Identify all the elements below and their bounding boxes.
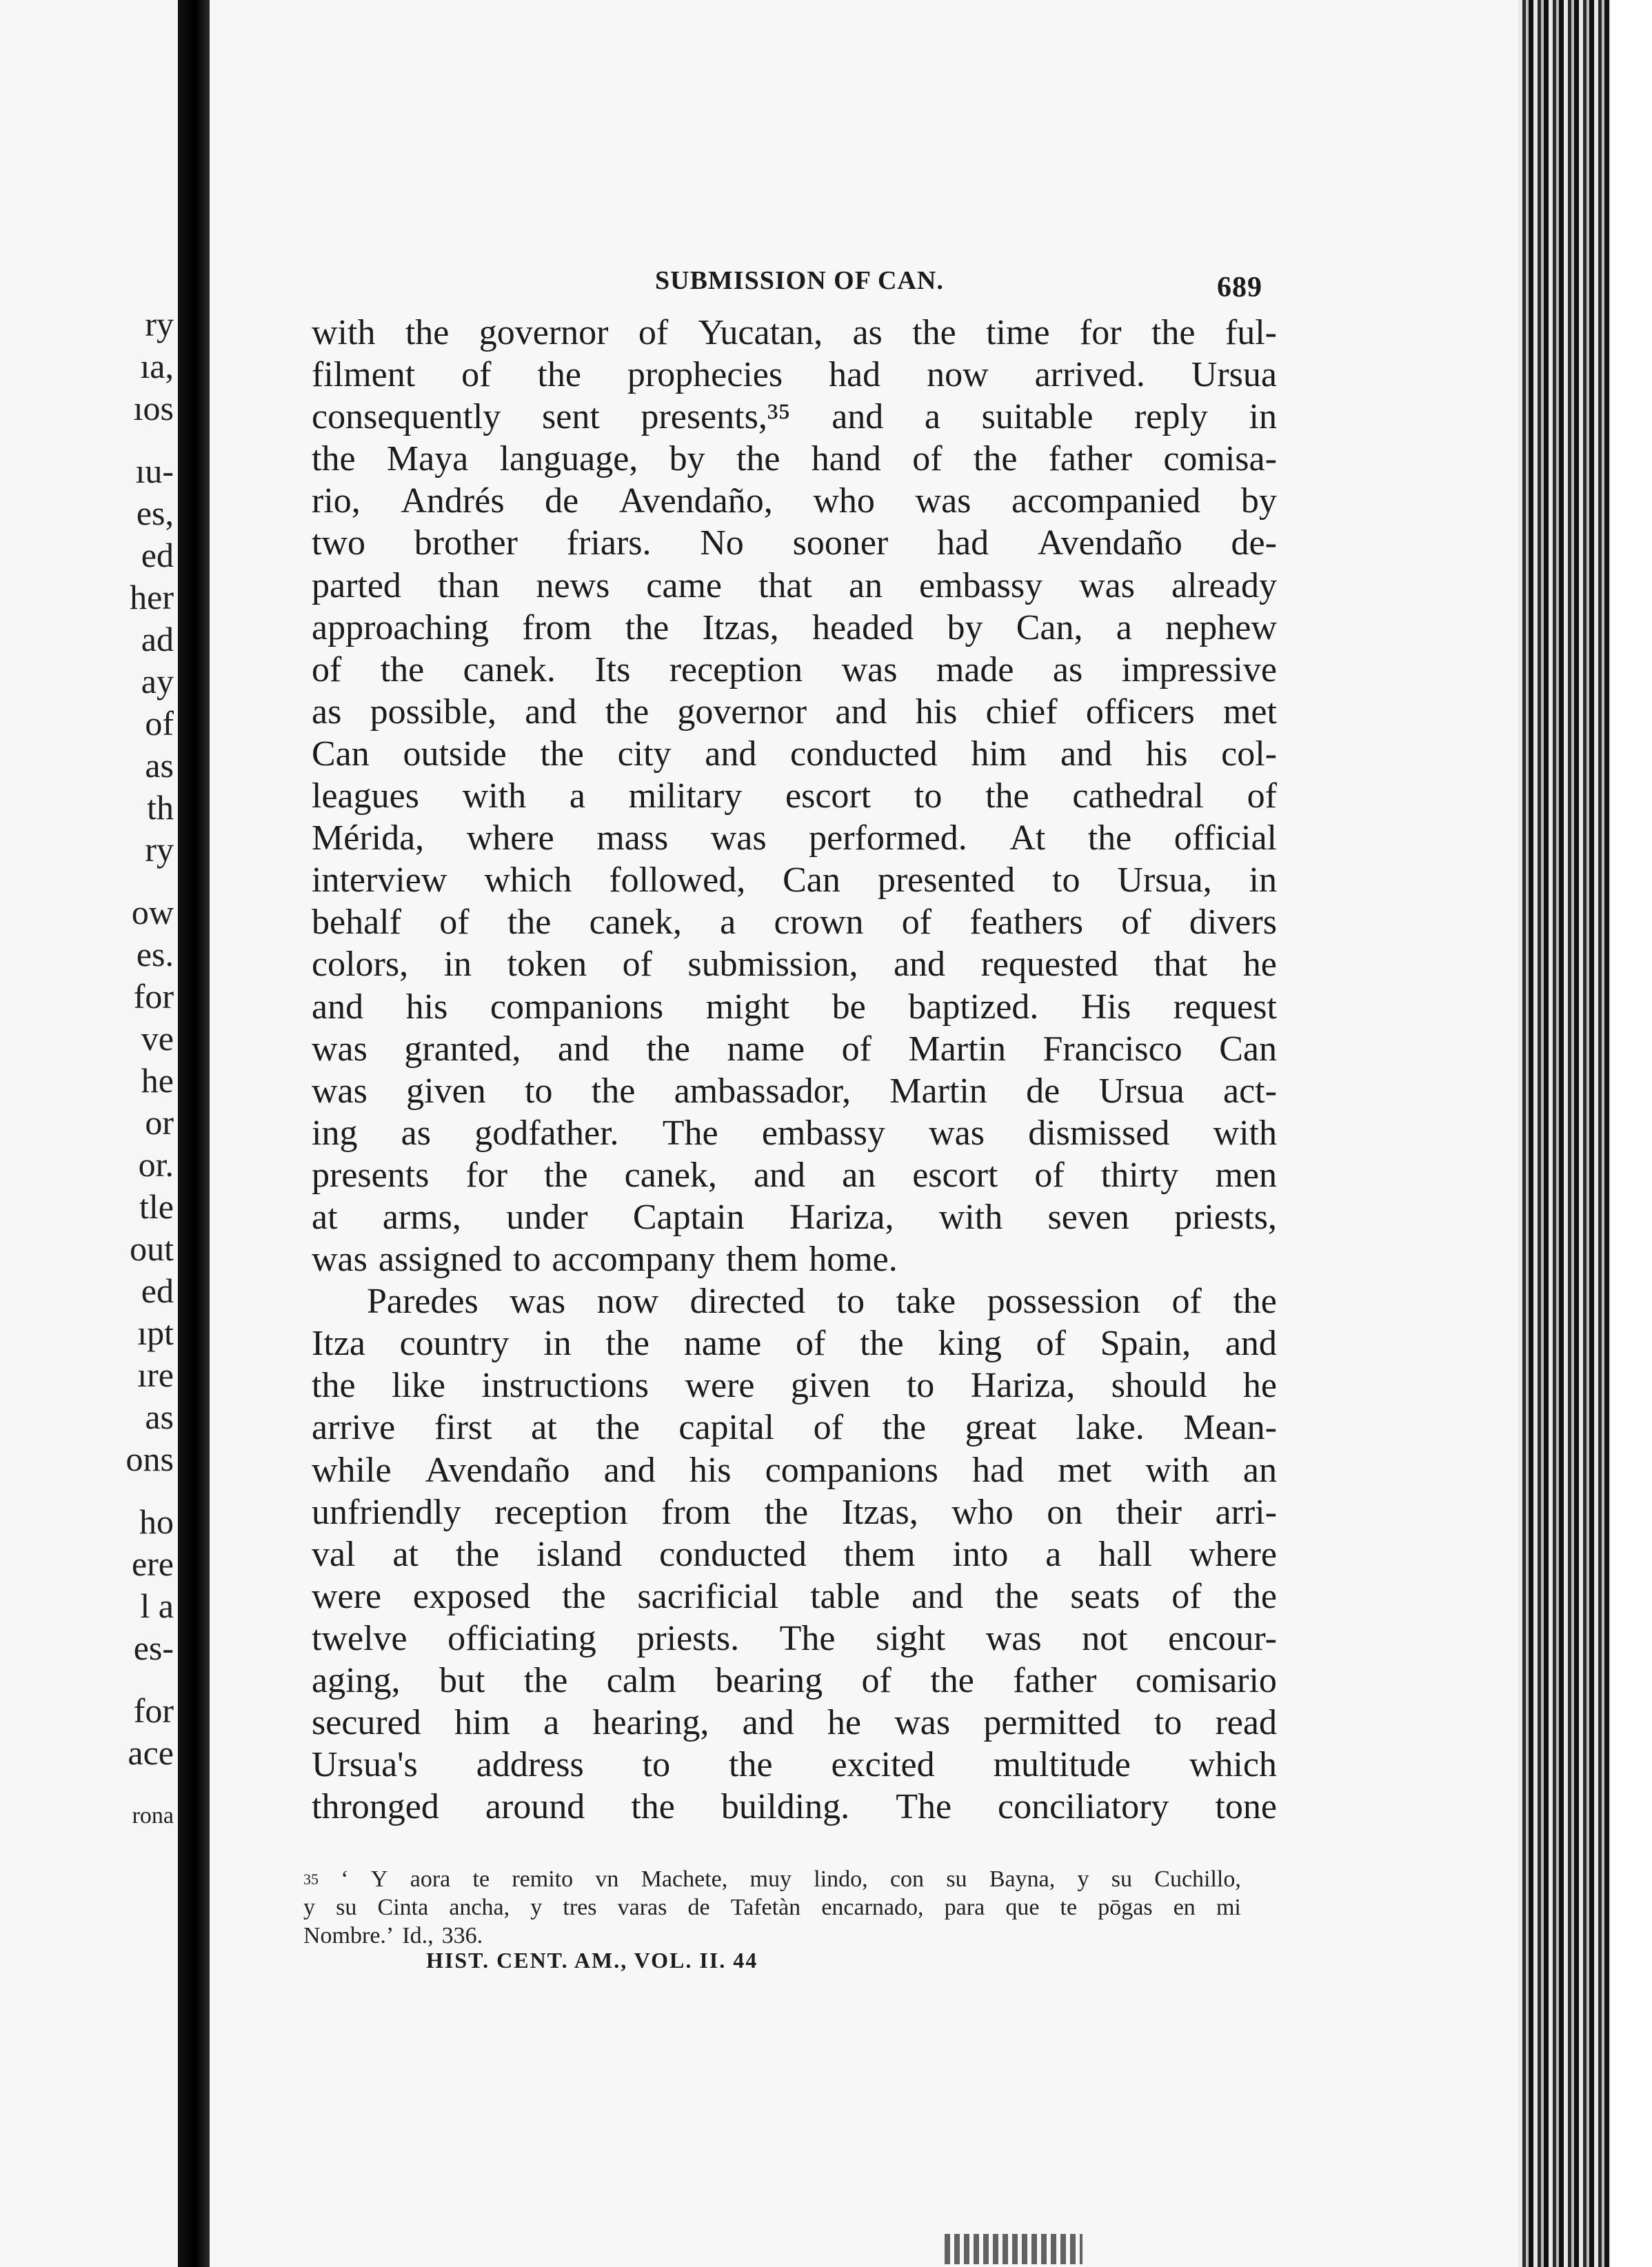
body-text	[312, 312, 1277, 1828]
facing-page-fragment: th	[147, 788, 174, 827]
facing-page-fragment	[126, 871, 174, 891]
body-line: leagues with a military escort to the cathedral of	[312, 776, 1277, 816]
facing-page-fragment: ıre	[137, 1356, 174, 1394]
body-line: twelve officiating priests. The sight was not encour-	[312, 1618, 1277, 1658]
body-line: presents for the canek, and an escort of thirty men	[312, 1155, 1277, 1195]
body-line: with the governor of Yucatan, as the time for the ful-	[312, 313, 1277, 352]
facing-page	[0, 0, 178, 2267]
facing-page-fragment: es-	[133, 1629, 174, 1667]
body-line: thronged around the building. The conciliatory tone	[312, 1787, 1277, 1827]
body-line: parted than news came that an embassy was already	[312, 565, 1277, 605]
body-line: val at the island conducted them into a hall where	[312, 1534, 1277, 1574]
body-line: rio, Andrés de Avendaño, who was accompanied by	[312, 481, 1277, 521]
body-line: arrive first at the capital of the great lake. Mean-	[312, 1408, 1277, 1448]
body-line: colors, in token of submission, and requested that he	[312, 945, 1277, 985]
facing-page-fragment: ıu-	[135, 452, 174, 490]
facing-page-fragment: ow	[131, 893, 174, 931]
facing-page-fragment: as	[145, 746, 174, 785]
footnote-line: 35 ‘ Y aora te remito vn Machete, muy lindo, con su Bayna, y su Cuchillo,	[303, 1866, 1241, 1892]
facing-page-fragment: tle	[139, 1187, 174, 1226]
body-line: approaching from the Itzas, headed by Can, a nephew	[312, 607, 1277, 647]
body-line: the Maya language, by the hand of the father comisa-	[312, 439, 1277, 479]
facing-page-fragment: he	[141, 1061, 174, 1100]
facing-page-fragment	[126, 1669, 174, 1690]
facing-page-fragment	[126, 1774, 174, 1795]
page-edges	[1518, 0, 1652, 2267]
body-line: interview which followed, Can presented to Ursua, in	[312, 860, 1277, 900]
facing-page-fragment: for	[133, 1691, 174, 1730]
facing-page-fragment: ry	[145, 305, 174, 343]
book-gutter	[178, 0, 210, 2267]
facing-page-fragment: of	[145, 704, 174, 743]
scan-smudge	[945, 2234, 1082, 2264]
facing-page-fragment: ere	[131, 1544, 174, 1583]
body-line: was assigned to accompany them home.	[312, 1240, 898, 1280]
body-line: consequently sent presents,³⁵ and a suitable reply in	[312, 397, 1277, 437]
facing-page-fragment: as	[145, 1398, 174, 1436]
facing-page-fragment: ad	[141, 620, 174, 658]
facing-page-fragment: ay	[141, 662, 174, 701]
footnote	[303, 1865, 1241, 1950]
facing-page-fragment: ıa,	[140, 347, 174, 385]
body-line: at arms, under Captain Hariza, with seven priests,	[312, 1197, 1277, 1237]
body-line: was granted, and the name of Martin Francisco Can	[312, 1029, 1277, 1069]
body-line: were exposed the sacrificial table and the seats of the	[312, 1576, 1277, 1616]
body-line: Ursua's address to the excited multitude which	[312, 1745, 1277, 1785]
body-line: Paredes was now directed to take possession of the	[367, 1282, 1277, 1322]
facing-page-text	[126, 303, 174, 1837]
facing-page-fragment: ry	[145, 830, 174, 869]
body-line: Mérida, where mass was performed. At the official	[312, 818, 1277, 858]
facing-page-fragment: or	[145, 1103, 174, 1142]
body-line: Itza country in the name of the king of Spain, and	[312, 1324, 1277, 1364]
running-title: SUBMISSION OF CAN.	[655, 266, 944, 295]
body-line: filment of the prophecies had now arrived. Ursua	[312, 355, 1277, 395]
facing-page-fragment: ed	[141, 536, 174, 574]
facing-page-fragment: ace	[128, 1733, 174, 1772]
facing-page-fragment: ons	[125, 1440, 174, 1478]
facing-page-fragment: l a	[140, 1586, 174, 1625]
footnote-line: Nombre.’ Id., 336.	[303, 1923, 483, 1948]
facing-page-fragment: ıpt	[137, 1313, 174, 1352]
facing-page-fragment: ve	[141, 1019, 174, 1058]
facing-page-fragment: rona	[132, 1803, 174, 1828]
facing-page-fragment: ho	[139, 1502, 174, 1541]
body-line: as possible, and the governor and his chief officers met	[312, 692, 1277, 732]
body-line: secured him a hearing, and he was permitted to read	[312, 1703, 1277, 1743]
facing-page-fragment: es,	[136, 494, 174, 532]
footnote-line: y su Cinta ancha, y tres varas de Tafetàn encarnado, para que te pōgas en mi	[303, 1895, 1241, 1920]
body-line: and his companions might be baptized. His request	[312, 987, 1277, 1027]
facing-page-fragment: her	[130, 578, 174, 616]
body-line: aging, but the calm bearing of the father comisario	[312, 1661, 1277, 1700]
signature-mark: HIST. CENT. AM., VOL. II. 44	[426, 1948, 758, 1973]
body-line: was given to the ambassador, Martin de Ursua act-	[312, 1071, 1277, 1111]
facing-page-fragment	[126, 1480, 174, 1501]
body-line: unfriendly reception from the Itzas, who on their arri-	[312, 1492, 1277, 1532]
facing-page-fragment	[126, 430, 174, 450]
body-line: of the canek. Its reception was made as impressive	[312, 649, 1277, 689]
body-line: while Avendaño and his companions had met with an	[312, 1450, 1277, 1490]
body-line: Can outside the city and conducted him and his col-	[312, 734, 1277, 774]
facing-page-fragment: or.	[138, 1145, 174, 1184]
facing-page-fragment: ed	[141, 1271, 174, 1310]
facing-page-fragment: for	[133, 977, 174, 1016]
page-number: 689	[1217, 272, 1262, 303]
body-line: two brother friars. No sooner had Avendaño de-	[312, 523, 1277, 563]
body-line: ing as godfather. The embassy was dismissed with	[312, 1113, 1277, 1153]
facing-page-fragment: es.	[136, 935, 174, 974]
facing-page-fragment: ıos	[133, 389, 174, 427]
body-line: the like instructions were given to Hariza, should he	[312, 1366, 1277, 1406]
facing-page-fragment: out	[130, 1229, 174, 1268]
body-line: behalf of the canek, a crown of feathers of divers	[312, 903, 1277, 943]
footnote-marker: 35	[303, 1871, 319, 1888]
